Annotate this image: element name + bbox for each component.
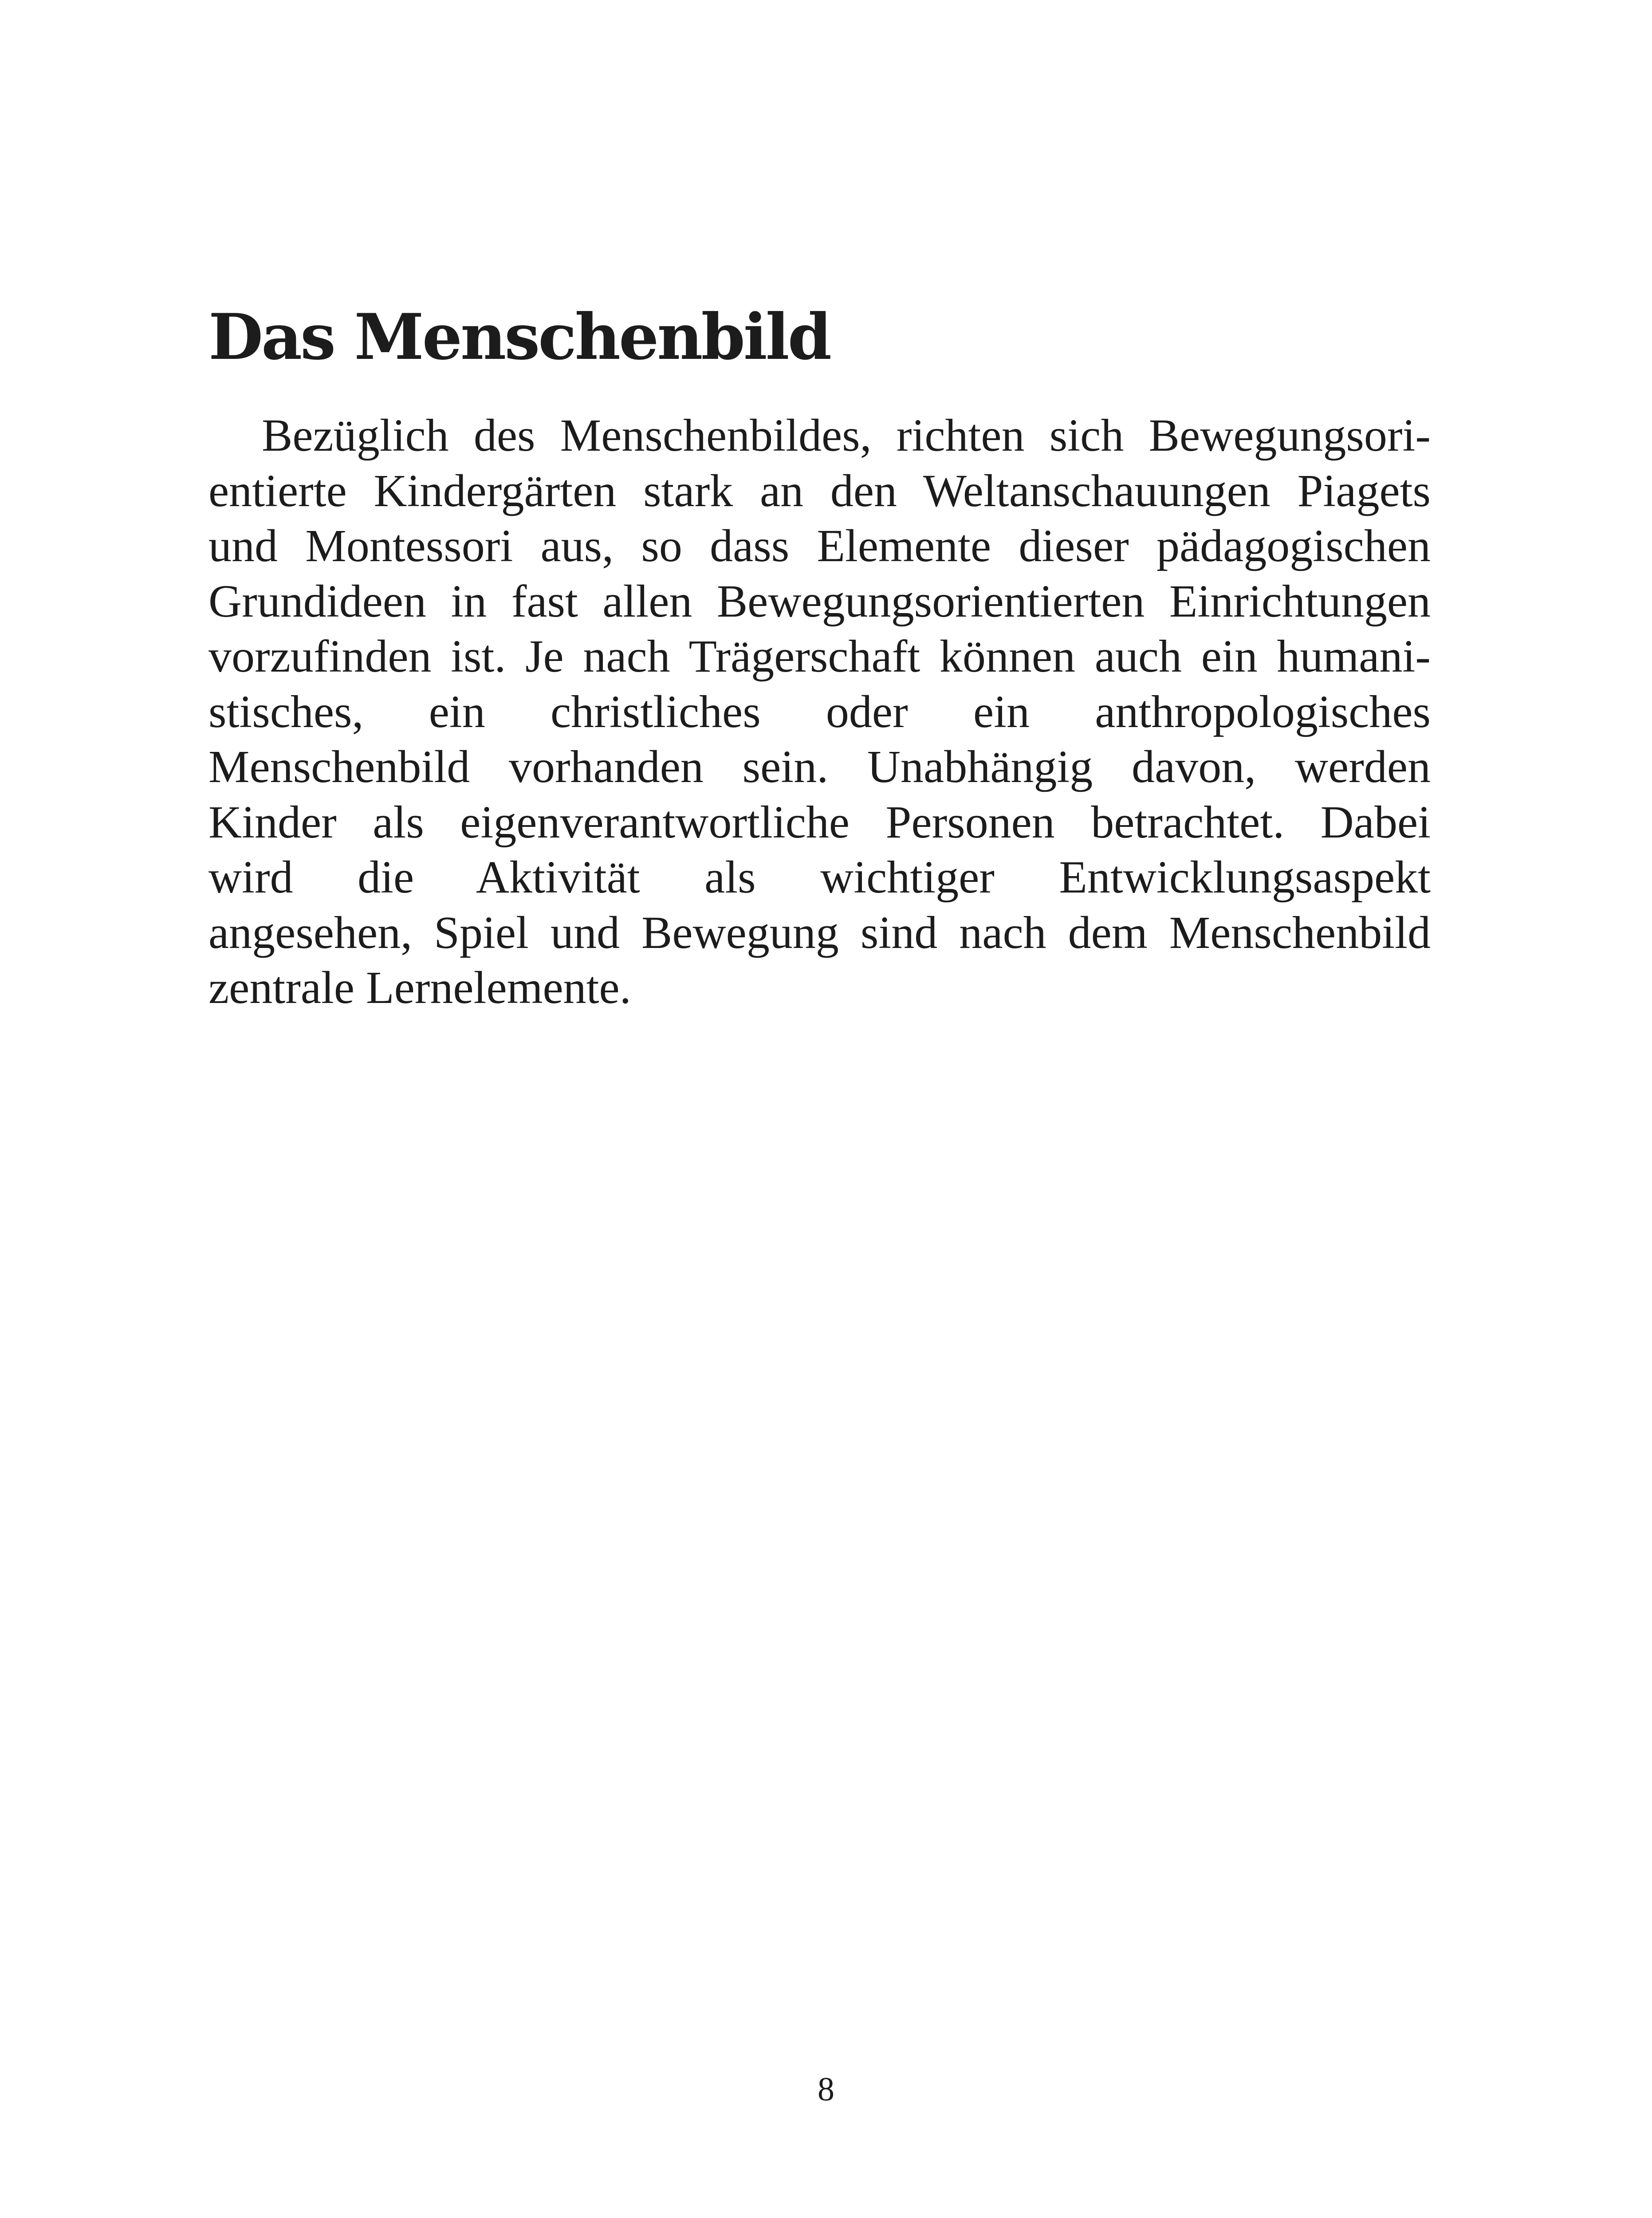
paragraph-line: angesehen, Spiel und Bewegung sind nach dem Menschenbild: [208, 907, 1431, 958]
paragraph-line: Menschenbild vorhanden sein. Unabhängig davon, werden: [208, 741, 1431, 792]
paragraph-line: Kinder als eigenverantwortliche Personen betrachtet. Dabei: [208, 796, 1431, 848]
paragraph-line: wird die Aktivität als wichtiger Entwicklungsaspekt: [208, 852, 1431, 903]
paragraph-line: zentrale Lernelemente.: [208, 962, 631, 1013]
paragraph-line: und Montessori aus, so dass Elemente dieser pädagogischen: [208, 520, 1431, 571]
paragraph-line: vorzufinden ist. Je nach Trägerschaft können auch ein humani-: [208, 631, 1431, 682]
body-paragraph: [208, 408, 1431, 1016]
page-number: 8: [818, 2071, 834, 2108]
paragraph-line: Bezüglich des Menschenbildes, richten sich Bewegungsori-: [262, 410, 1431, 461]
paragraph-line: entierte Kindergärten stark an den Weltanschauungen Piagets: [208, 465, 1431, 516]
paragraph-line: Grundideen in fast allen Bewegungsorientierten Einrichtungen: [208, 575, 1431, 627]
paragraph-line: stisches, ein christliches oder ein anthropologisches: [208, 686, 1431, 737]
section-heading: Das Menschenbild: [208, 300, 830, 374]
